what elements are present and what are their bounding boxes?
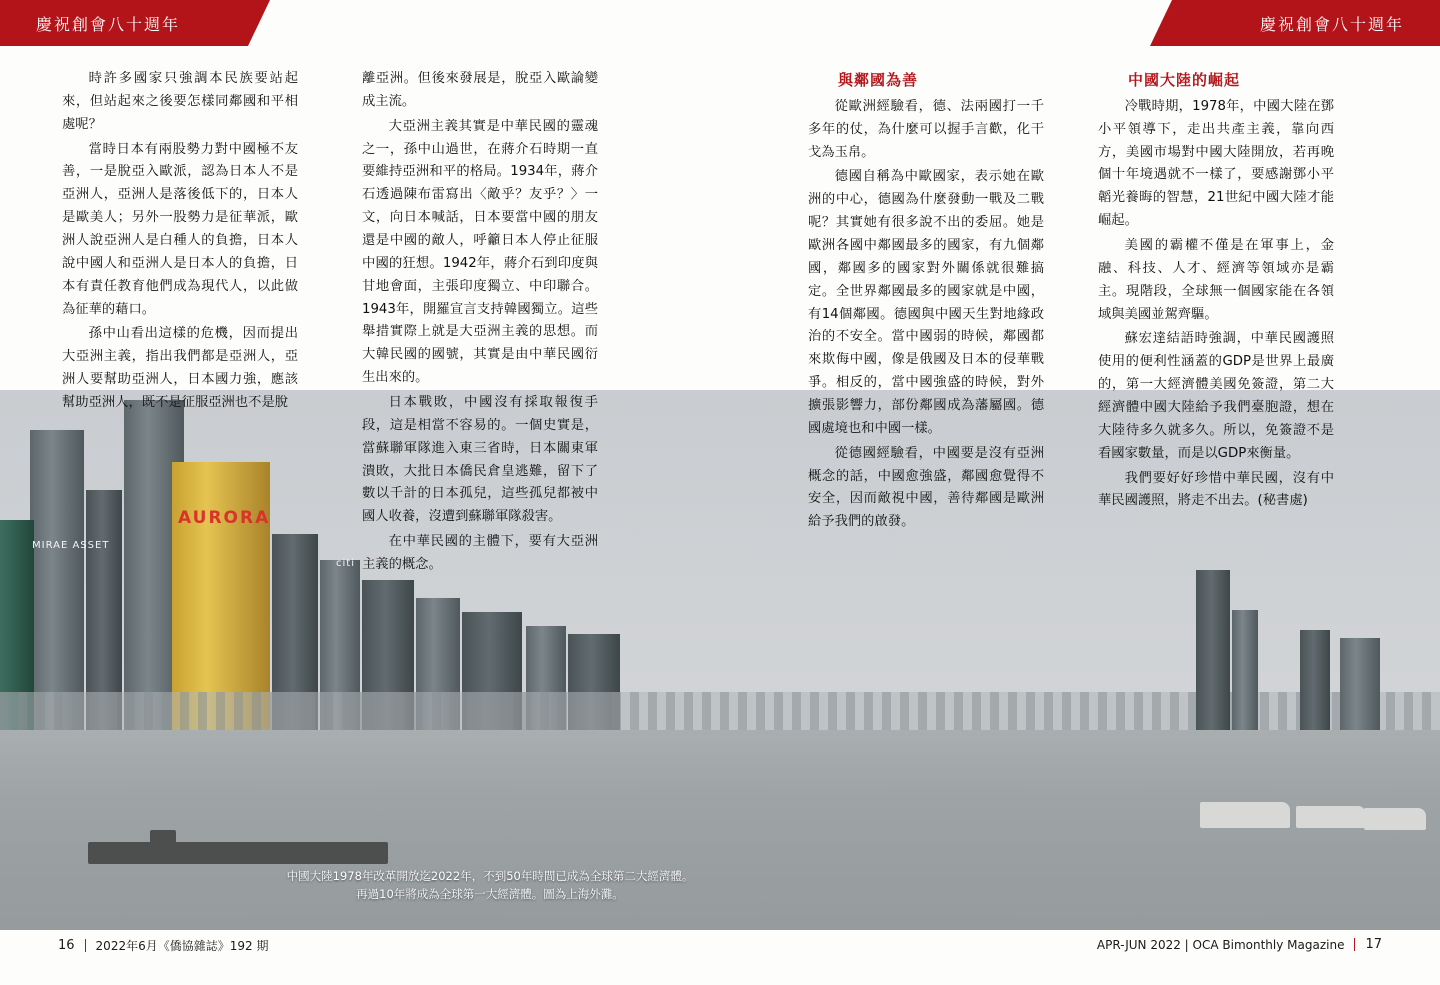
building-label-aurora: AURORA <box>178 508 271 528</box>
folio-right <box>1097 937 1382 952</box>
building-tower-aurora <box>172 462 270 730</box>
issue-info-right: APR-JUN 2022 | OCA Bimonthly Magazine <box>1096 937 1345 952</box>
page-footer <box>0 937 1440 957</box>
building-label-citi: citi <box>336 558 355 569</box>
paragraph: 孫中山看出這樣的危機，因而提出大亞洲主義，指出我們都是亞洲人，亞洲人要幫助亞洲人，日本國力強，應該幫助亞洲人，既不是征服亞洲也不是脫 <box>62 326 298 411</box>
paragraph: 蘇宏達結語時強調，中華民國護照使用的便利性涵蓋的GDP是世界上最廣的，第一大經濟體美國免簽證，第二大經濟體中國大陸給予我們臺胞證，想在大陸待多久就多久。所以，免簽證不是看國家數量，而是以GDP來衡量。 <box>1098 331 1334 461</box>
building-tower <box>1300 630 1330 730</box>
ferry-boat <box>1364 808 1426 830</box>
building-tower <box>1232 610 1258 730</box>
folio-divider <box>85 939 86 952</box>
text-column-2 <box>362 68 598 579</box>
banner-left <box>0 0 248 46</box>
building-label-mirae: MIRAE ASSET <box>32 540 110 551</box>
paragraph: 我們要好好珍惜中華民國，沒有中華民國護照，將走不出去。(秘書處) <box>1098 470 1334 509</box>
photo-caption-line1: 中國大陸1978年改革開放迄2022年，不到50年時間已成為全球第二大經濟體。 <box>286 869 694 884</box>
paragraph: 時許多國家只強調本民族要站起來，但站起來之後要怎樣同鄰國和平相處呢？ <box>62 71 298 132</box>
page-number-left: 16 <box>58 938 75 953</box>
banner-right <box>1172 0 1440 46</box>
photo-caption <box>210 868 770 904</box>
building-tower <box>1196 570 1230 730</box>
paragraph: 德國自稱為中歐國家，表示她在歐洲的中心，德國為什麼發動一戰及二戰呢？其實她有很多說不出的委屈。她是歐洲各國中鄰國最多的國家，有九個鄰國，鄰國多的國家對外關係就很難搞定。全世界鄰國最多的國家就是中國，有14個鄰國。德國與中國天生對地緣政治的不安全。當中國弱的時候，鄰國都來欺侮中國，像是俄國及日本的侵華戰爭。相反的，當中國強盛的時候，對外擴張影響力，部份鄰國成為藩屬國。德國處境也和中國一樣。 <box>808 169 1044 436</box>
ferry-boat <box>1296 806 1366 828</box>
banner-left-text: 慶祝創會八十週年 <box>36 14 181 34</box>
text-column-4 <box>1098 68 1334 515</box>
ferry-boat <box>1200 802 1290 828</box>
paragraph: 大亞洲主義其實是中華民國的靈魂之一，孫中山過世，在蔣介石時期一直要維持亞洲和平的格局。1934年，蔣介石透過陳布雷寫出〈敵乎？友乎？〉一文，向日本喊話，日本要當中國的朋友還是中國的敵人，呼籲日本人停止征服中國的狂想。1942年，蔣介石到印度與甘地會面，主張印度獨立、中印聯合。1943年，開羅宣言支持韓國獨立。這些舉措實際上就是大亞洲主義的思想。而大韓民國的國號，其實是由中華民國衍生出來的。 <box>362 118 598 386</box>
text-column-3 <box>808 68 1044 536</box>
photo-caption-line2: 再過10年將成為全球第一大經濟體。圖為上海外灘。 <box>356 887 624 902</box>
paragraph: 在中華民國的主體下，要有大亞洲主義的概念。 <box>362 534 598 573</box>
paragraph: 當時日本有兩股勢力對中國極不友善，一是脫亞入歐派，認為日本人不是亞洲人，亞洲人是落後低下的，日本人是歐美人；另外一股勢力是征華派，歐洲人說亞洲人是白種人的負擔，日本人說中國人和亞洲人是日本人的負擔，日本有責任教育他們成為現代人，以此做為征華的藉口。 <box>62 141 298 317</box>
river-barge <box>150 830 176 844</box>
text-column-1 <box>62 68 298 417</box>
page-number-right: 17 <box>1365 937 1382 952</box>
paragraph: 從德國經驗看，中國要是沒有亞洲概念的話，中國愈強盛，鄰國愈覺得不安全，因而敵視中國，善待鄰國是歐洲給予我們的啟發。 <box>808 445 1044 530</box>
issue-info-left: 2022年6月《僑協雜誌》192 期 <box>95 939 269 953</box>
section-heading-china-rise: 中國大陸的崛起 <box>1128 71 1241 89</box>
paragraph: 冷戰時期，1978年，中國大陸在鄧小平領導下，走出共產主義，靠向西方，美國市場對中國大陸開放，若再晚個十年境遇就不一樣了，要感謝鄧小平韜光養晦的智慧，21世紀中國大陸才能崛起。 <box>1098 98 1334 229</box>
folio-left <box>58 937 268 954</box>
river-barge <box>88 842 388 864</box>
paragraph: 離亞洲。但後來發展是，脫亞入歐論變成主流。 <box>362 71 598 109</box>
paragraph: 美國的霸權不僅是在軍事上，金融、科技、人才、經濟等領域亦是霸主。現階段，全球無一個國家能在各領域與美國並駕齊驅。 <box>1098 237 1334 322</box>
paragraph: 從歐洲經驗看，德、法兩國打一千多年的仗，為什麼可以握手言歡，化干戈為玉帛。 <box>808 98 1044 160</box>
paragraph: 日本戰敗，中國沒有採取報復手段，這是相當不容易的。一個史實是，當蘇聯軍隊進入東三省時，日本關東軍潰敗，大批日本僑民倉皇逃難，留下了數以千計的日本孤兒，這些孤兒都被中國人收養，沒遭到蘇聯軍隊殺害。 <box>362 395 598 525</box>
folio-divider <box>1354 938 1355 951</box>
banner-right-text: 慶祝創會八十週年 <box>1259 14 1404 34</box>
building-tower <box>1340 638 1380 730</box>
building-tower <box>30 430 84 730</box>
section-heading-neighbors: 與鄰國為善 <box>838 71 919 89</box>
